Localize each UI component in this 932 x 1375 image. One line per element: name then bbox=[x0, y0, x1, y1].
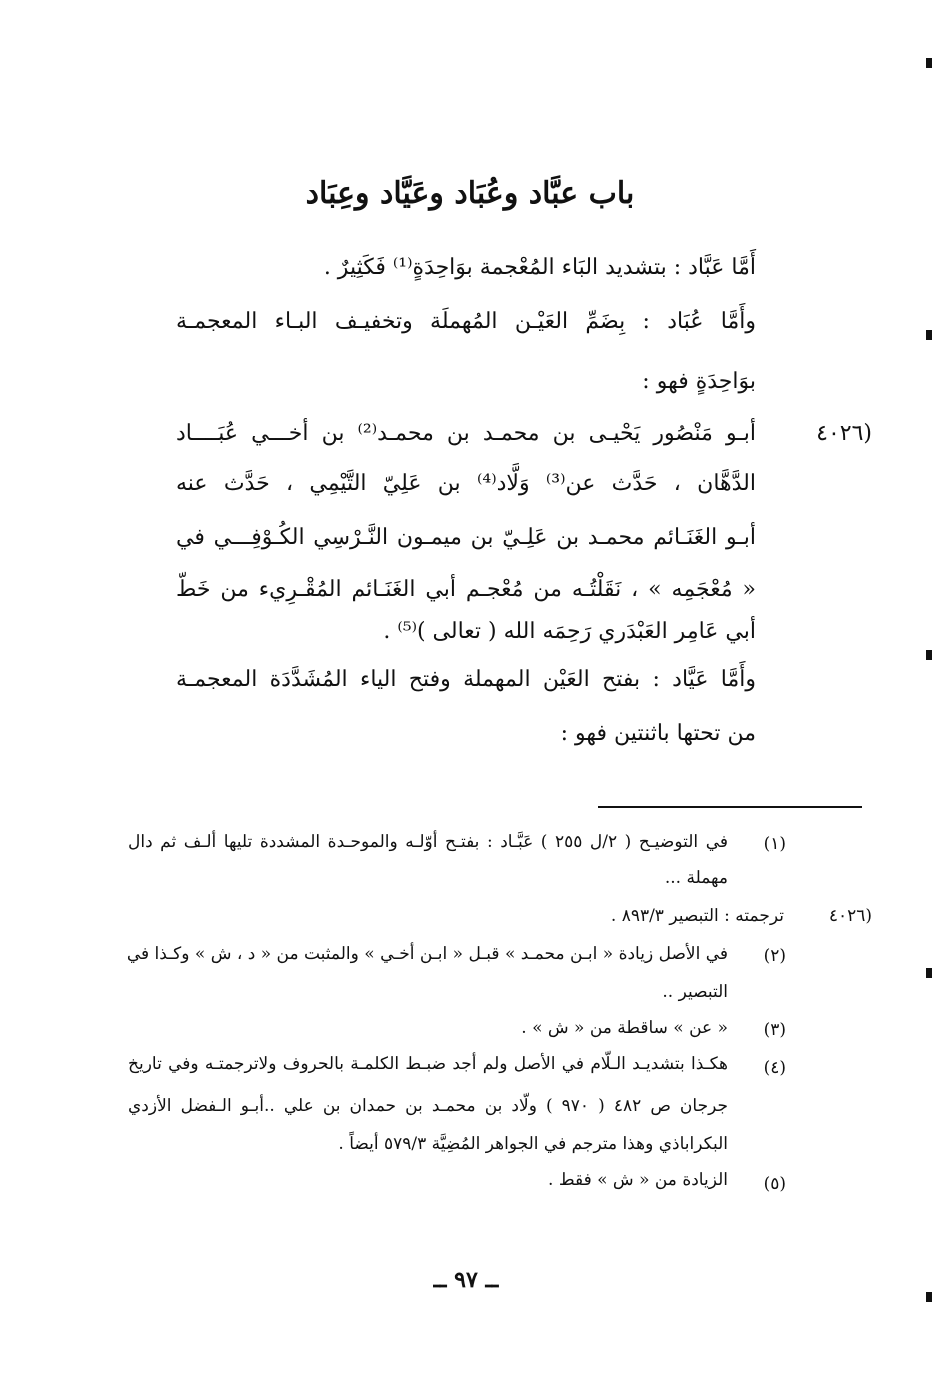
body-line: بوَاحِدَةٍ فهو : bbox=[642, 369, 756, 394]
footnote-line: مهملة ... bbox=[664, 868, 728, 888]
footnote-line: الزيادة من « ش » فقط . bbox=[548, 1170, 728, 1190]
footnote-line: البكراباذي وهذا مترجم في الجواهر المُضِيَّة ٥٧٩/٣ أيضاً . bbox=[338, 1134, 728, 1154]
footnote-line: « عن » ساقطة من « ش » . bbox=[521, 1018, 728, 1038]
scan-edge-mark bbox=[926, 330, 932, 340]
scan-edge-mark bbox=[926, 58, 932, 68]
scan-edge-mark bbox=[926, 1292, 932, 1302]
scan-edge-mark bbox=[926, 650, 932, 660]
body-line: أبي عَامِر العَبْدَري رَحِمَه الله ( تعالى )⁽⁵⁾ . bbox=[383, 619, 756, 644]
entry-number: (٤٠٢٦ bbox=[816, 421, 872, 446]
footnote-number: (١) bbox=[763, 834, 786, 854]
body-line: أبـو الغَنَـائم محمـد بن عَلِـيّ بن ميمـون النَّـرْسِي الكُـوْفِـــي في bbox=[176, 525, 756, 550]
body-line: وأَمَّا عُبَاد : بِضَمِّ العَيْـن المُهملَة وتخفيـف البـاء المعجمـة bbox=[176, 309, 756, 334]
body-line: « مُعْجَمِه » ، نَقَلْتُـه من مُعْجـم أبي الغَنَـائم المُقْـرِيء من خَطّ bbox=[176, 577, 756, 602]
footnote-line: في التوضيـح ( ٢/ل ٢٥٥ ) عَبَّـاد : بفتـح أوّلـه والموحـدة المشددة تليها ألـف ثم دال bbox=[128, 832, 728, 852]
scan-edge-mark bbox=[926, 968, 932, 978]
footnote-separator bbox=[598, 806, 862, 808]
footnote-line: جرجان ص ٤٨٢ ( ٩٧٠ ) ولّاد بن محمـد بن حمدان بن علي ..أبـو الـفضل الأزدي bbox=[128, 1096, 728, 1116]
body-line: وأَمَّا عَيَّاد : بفتح العَيْن المهملة وفتح الياء المُشَدَّدَة المعجمـة bbox=[176, 667, 756, 692]
chapter-title: باب عبَّاد وعُبَاد وعَيَّاد وعِبَاد bbox=[305, 176, 635, 211]
body-line: أَمَّا عَبَّاد : بتشديد البَاء المُعْجمة بوَاحِدَةٍ⁽¹⁾ فَكَثِيرٌ . bbox=[323, 255, 756, 280]
footnote-line: في الأصل زيادة « ابـن محمـد » قبـل « ابـن أخـي » والمثبت من « د ، ش » وكـذا في bbox=[126, 944, 728, 964]
footnote-number: (٢) bbox=[763, 946, 786, 966]
body-line: من تحتها باثنتين فهو : bbox=[560, 721, 756, 746]
footnote-number: (٥) bbox=[763, 1174, 786, 1194]
footnote-number: (٤) bbox=[763, 1058, 786, 1078]
page-number: ــ ٩٧ ــ bbox=[433, 1267, 499, 1293]
footnote-line: التبصير .. bbox=[662, 982, 728, 1002]
footnote-line: ترجمته : التبصير ٨٩٣/٣ . bbox=[610, 906, 784, 926]
body-line: الدَّهَّان ، حَدَّث عن⁽³⁾ وَلَّاد⁽⁴⁾ بن عَلِيّ التَّيْمِي ، حَدَّث عنه bbox=[176, 471, 756, 496]
footnote-number: (٤٠٢٦ bbox=[828, 906, 872, 926]
footnote-line: هكـذا بتشديـد الـلّام في الأصل ولم أجد ضبـط الكلمـة بالحروف ولاترجمتـه وفي تاريخ bbox=[128, 1054, 728, 1074]
footnote-number: (٣) bbox=[763, 1020, 786, 1040]
body-line: أبـو مَنْصُور يَحْيـى بن محمـد بن محمـد⁽²⁾ بن أخـــي عُبَــــاد bbox=[176, 421, 756, 446]
